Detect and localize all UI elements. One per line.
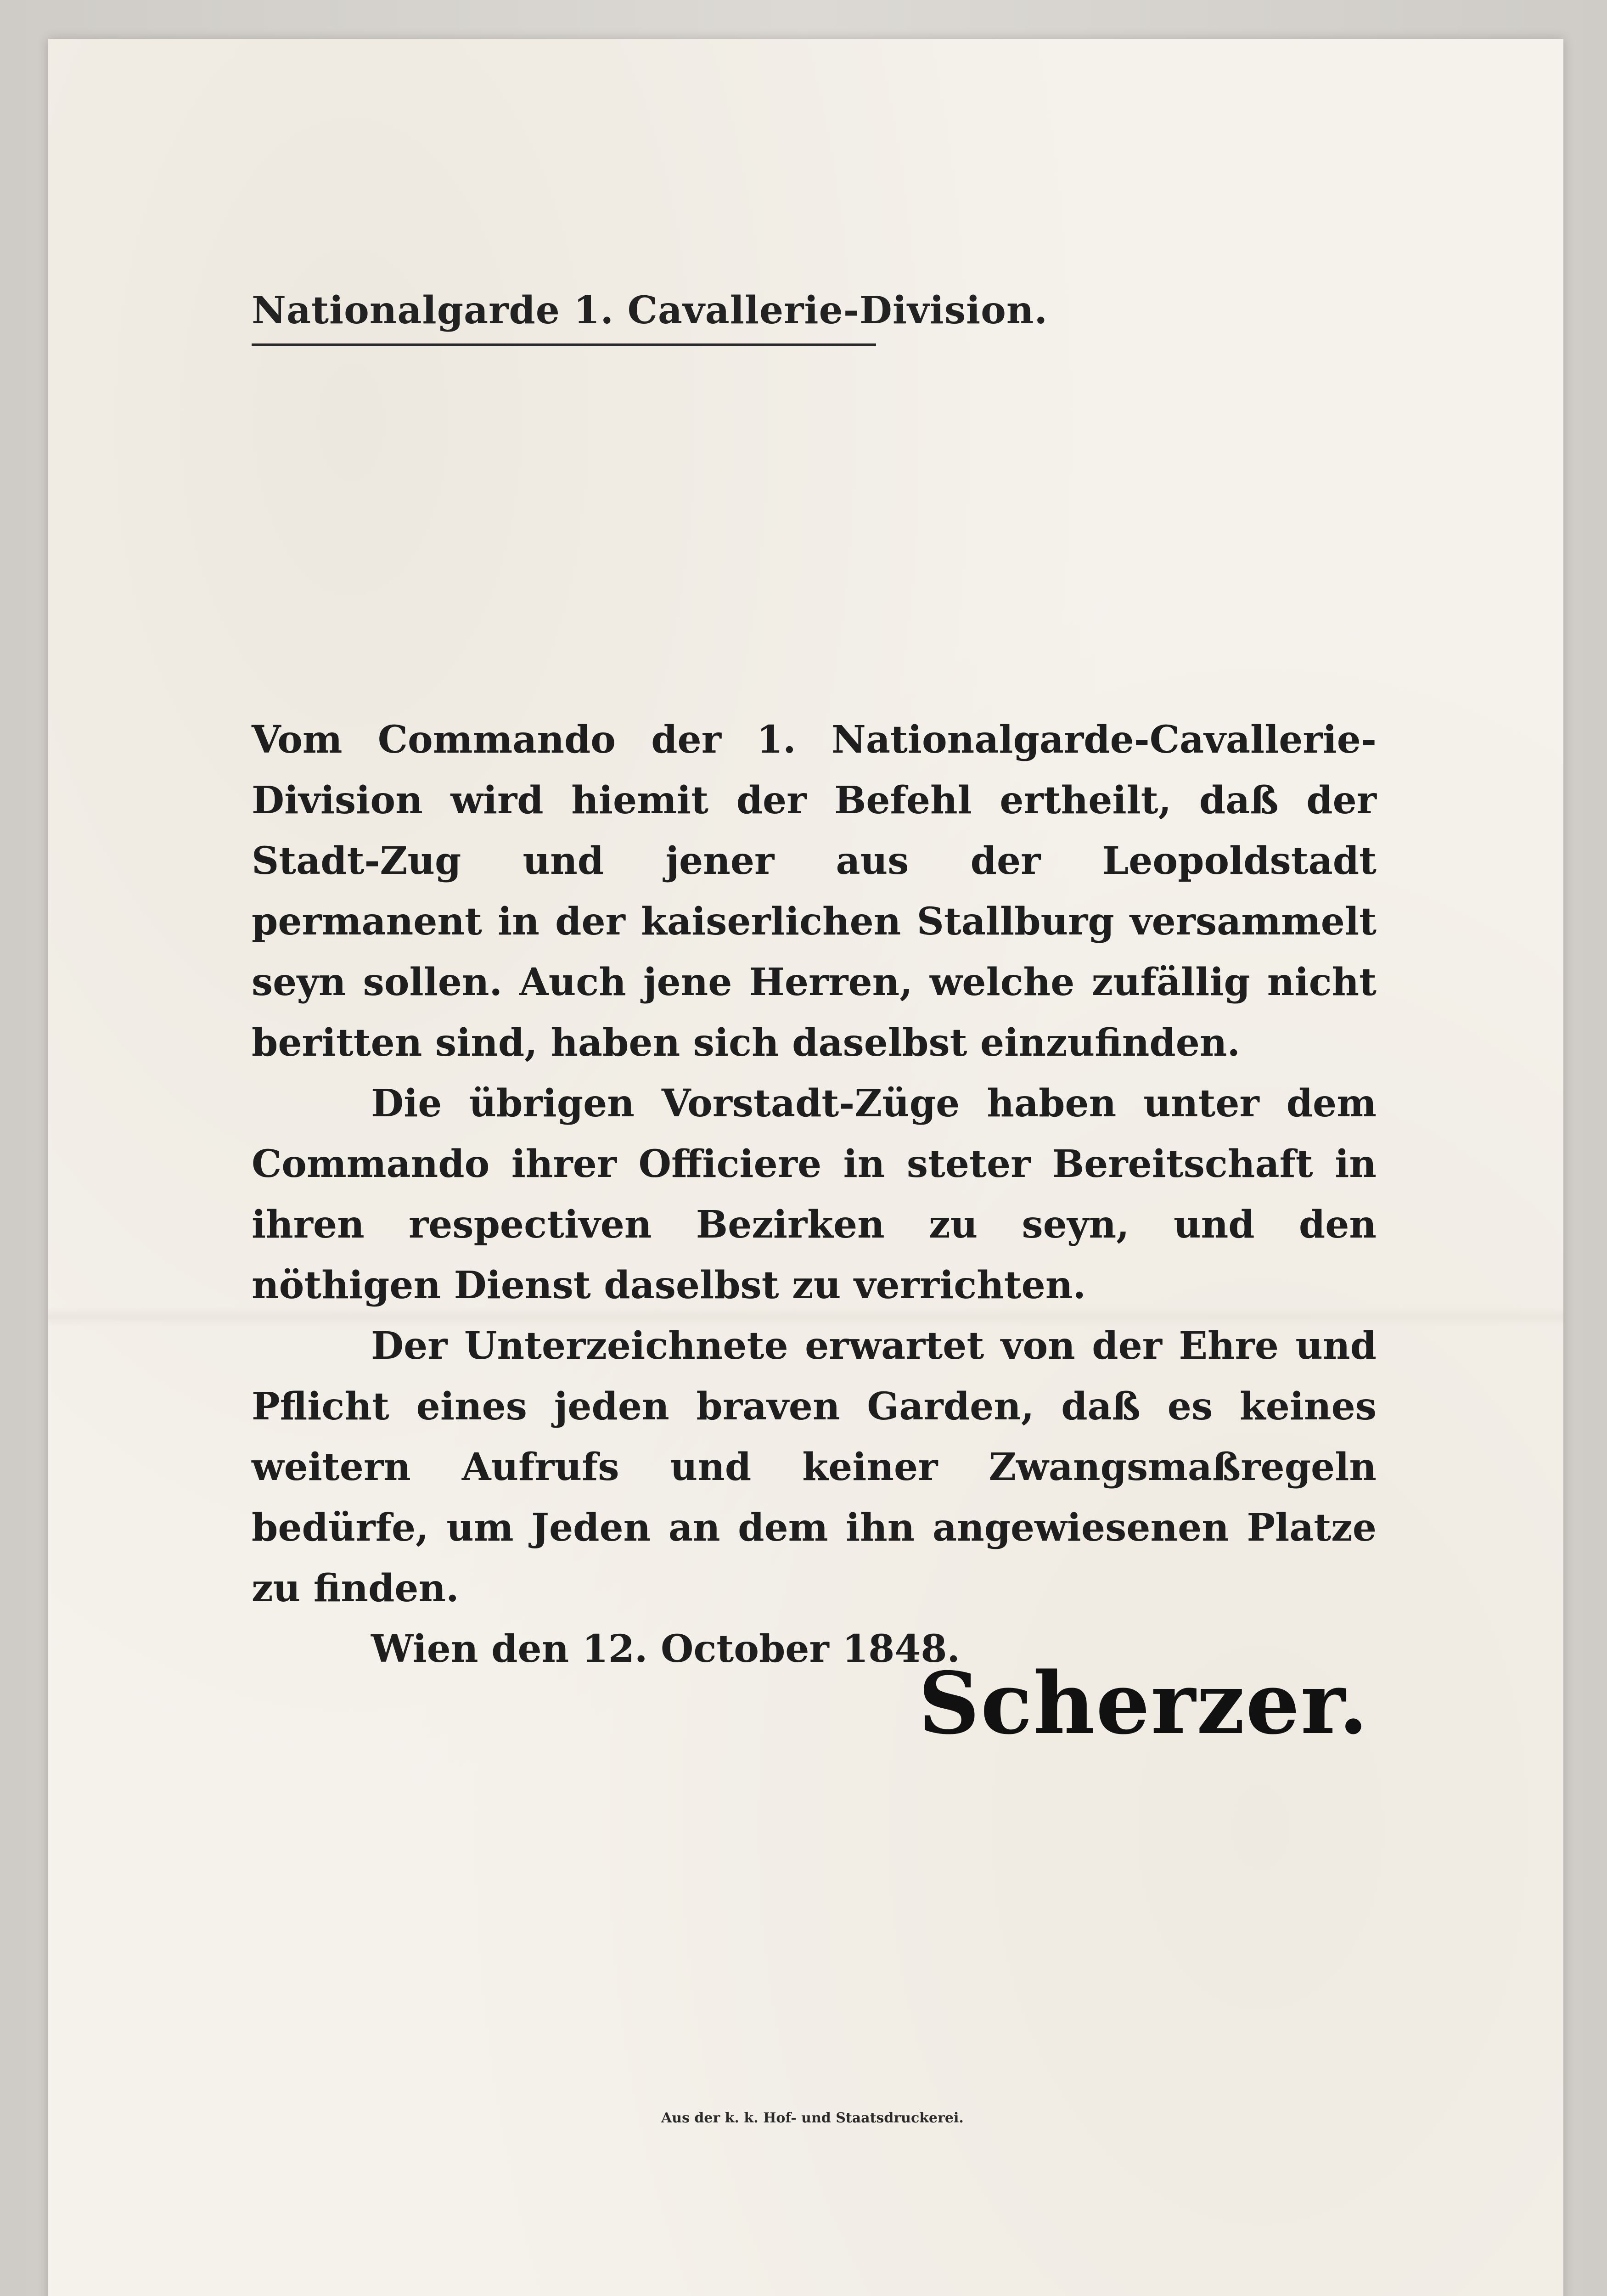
paragraph-expectation: Der Unterzeichnete erwartet von der Ehre und Pflicht eines jeden braven Garden, daß es keines weitern Aufrufs und keiner Zwangsmaßregeln bedürfe, um Jeden an dem ihn angewiesenen Platze zu finden. <box>252 1324 1377 1610</box>
printer-imprint: Aus der k. k. Hof- und Staatsdruckerei. <box>661 2110 964 2126</box>
signature: Scherzer. <box>918 1653 1369 1753</box>
paragraph-suburb-units: Die übrigen Vorstadt-Züge haben unter dem Commando ihrer Officiere in steter Bereitschaft in ihren respectiven Bezirken zu seyn, und den nöthigen Dienst daselbst zu verrichten. <box>252 1081 1377 1307</box>
header-underline <box>252 343 876 346</box>
document-header: Nationalgarde 1. Cavallerie-Division. <box>252 288 1048 332</box>
document-body <box>252 709 1377 1679</box>
paragraph-command: Vom Commando der 1. Nationalgarde-Cavallerie-Division wird hiemit der Befehl ertheilt, daß der Stadt-Zug und jener aus der Leopoldstadt permanent in der kaiserlichen Stallburg versammelt seyn sollen. Auch jene Herren, welche zufällig nicht beritten sind, haben sich daselbst einzufinden. <box>252 718 1377 1065</box>
paragraph-date: Wien den 12. October 1848. <box>371 1627 960 1671</box>
